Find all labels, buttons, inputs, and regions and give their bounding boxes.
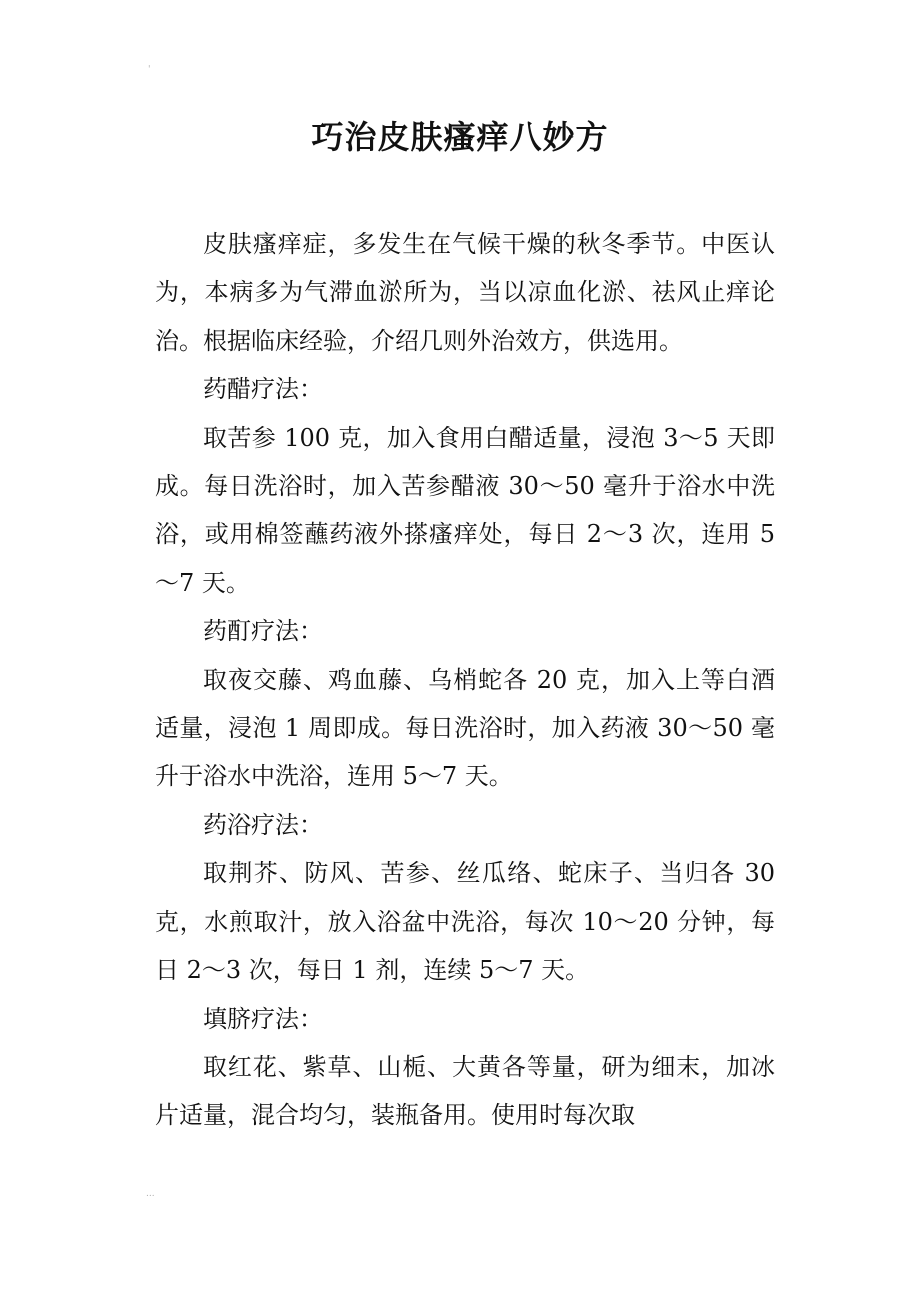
bath-method-paragraph: 取荆芥、防风、苦参、丝瓜络、蛇床子、当归各 30 克，水煎取汁，放入浴盆中洗浴，每次 10～20 分钟，每日 2～3 次，每日 1 剂，连续 5～7 天。 [155, 859, 775, 985]
corner-mark-top: ' [148, 65, 151, 75]
section-heading-navel: 填脐疗法： [203, 1004, 323, 1033]
section-heading-bath: 药浴疗法： [203, 810, 323, 839]
section-heading-vinegar: 药醋疗法： [203, 375, 323, 404]
section-heading-tincture: 药酊疗法： [203, 617, 323, 646]
vinegar-method-paragraph: 取苦参 100 克，加入食用白醋适量，浸泡 3～5 天即成。每日洗浴时，加入苦参醋液 30～50 毫升于浴水中洗浴，或用棉签蘸药液外搽瘙痒处，每日 2～3 次，连用 5～7 天。 [155, 423, 775, 597]
page-title: 巧治皮肤瘙痒八妙方 [311, 118, 609, 156]
tincture-method-paragraph: 取夜交藤、鸡血藤、乌梢蛇各 20 克，加入上等白酒适量，浸泡 1 周即成。每日洗浴时，加入药液 30～50 毫升于浴水中洗浴，连用 5～7 天。 [155, 665, 775, 791]
document-body [155, 220, 775, 1140]
navel-method-paragraph: 取红花、紫草、山栀、大黄各等量，研为细末，加冰片适量，混合均匀，装瓶备用。使用时每次取 [155, 1052, 775, 1130]
intro-paragraph: 皮肤瘙痒症，多发生在气候干燥的秋冬季节。中医认为，本病多为气滞血淤所为，当以凉血化淤、祛风止痒论治。根据临床经验，介绍几则外治效方，供选用。 [155, 230, 775, 355]
corner-mark-bottom: ... [146, 1189, 155, 1199]
